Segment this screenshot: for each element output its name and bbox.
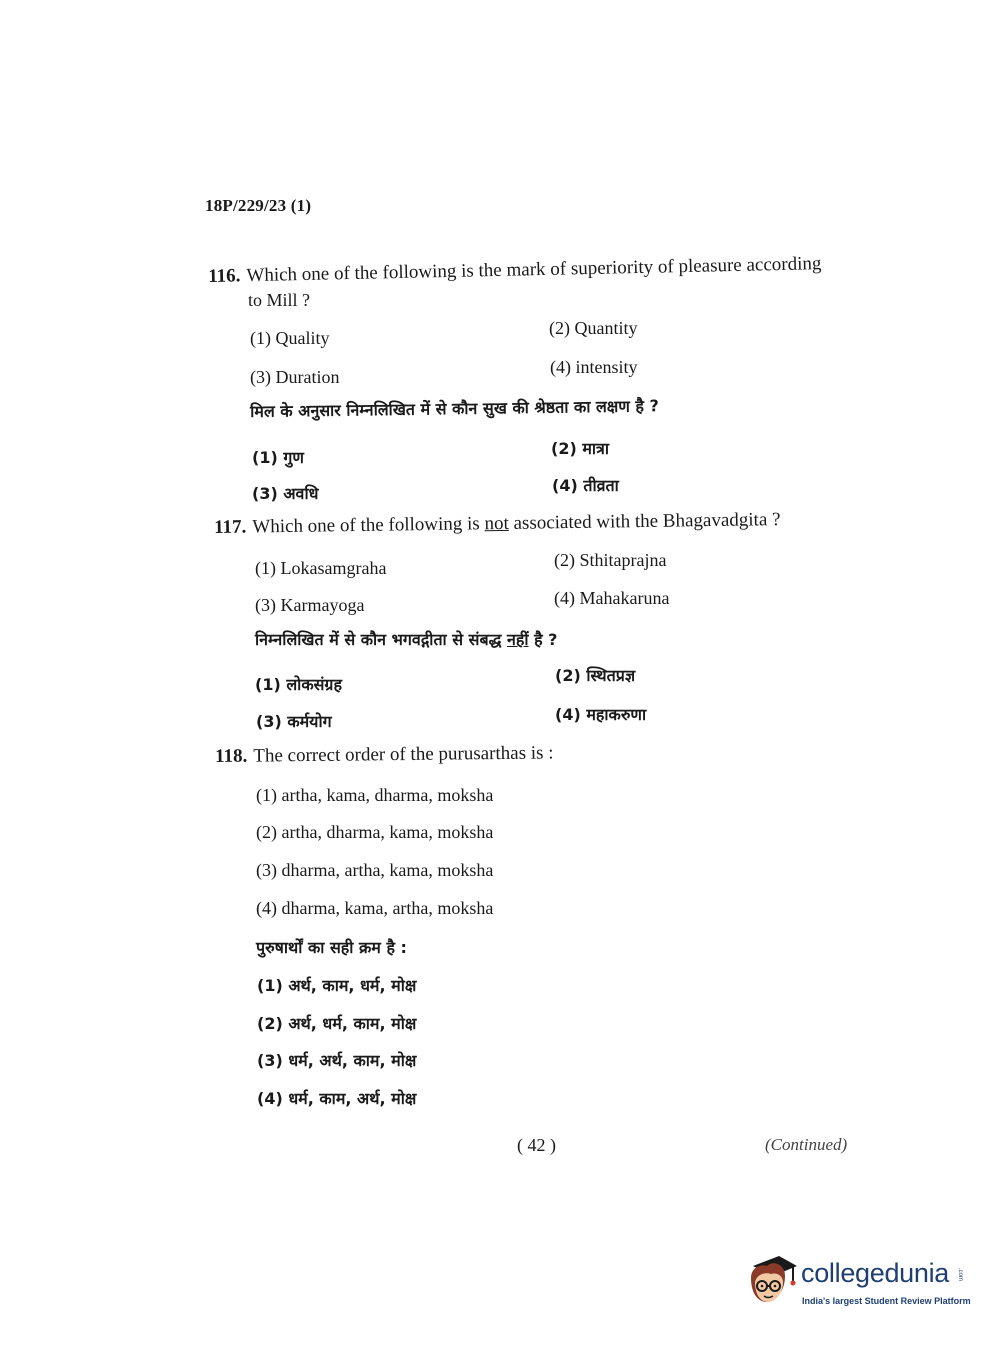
- page-number: ( 42 ): [517, 1135, 556, 1155]
- option-1-hindi: (1) लोकसंग्रह: [255, 675, 342, 694]
- student-mascot-icon: [745, 1252, 801, 1316]
- option-3: (3) dharma, artha, kama, moksha: [256, 860, 494, 880]
- question-text-emphasis: not: [484, 512, 509, 535]
- option-2: (2) artha, dharma, kama, moksha: [256, 822, 494, 842]
- logo-domain-suffix: .com: [957, 1268, 963, 1282]
- question-text-hindi-before: निम्नलिखित में से कौन भगवद्गीता से संबद्ध: [255, 630, 507, 649]
- option-4-hindi: (4) धर्म, काम, अर्थ, मोक्ष: [257, 1089, 417, 1108]
- question-text-hindi: मिल के अनुसार निम्नलिखित में से कौन सुख की श्रेष्ठता का लक्षण है ?: [250, 396, 659, 421]
- logo-wordmark: collegedunia: [801, 1258, 950, 1288]
- paper-code: 18P/229/23 (1): [205, 196, 312, 215]
- option-1-hindi: (1) अर्थ, काम, धर्म, मोक्ष: [257, 976, 417, 995]
- option-1-hindi: (1) गुण: [252, 448, 304, 467]
- option-4: (4) intensity: [550, 357, 638, 377]
- question-text: The correct order of the purusarthas is :: [253, 742, 554, 767]
- option-2: (2) Sthitaprajna: [554, 550, 667, 570]
- question-text-after: associated with the Bhagavadgita ?: [508, 509, 781, 534]
- logo-tagline: India's largest Student Review Platform: [802, 1296, 971, 1306]
- option-1: (1) artha, kama, dharma, moksha: [256, 785, 494, 805]
- question-text: Which one of the following is the mark of superiority of pleasure according: [246, 253, 822, 287]
- option-4: (4) Mahakaruna: [554, 588, 670, 608]
- question-number: 118.: [215, 745, 248, 767]
- question-number: 116.: [208, 265, 241, 287]
- option-2-hindi: (2) मात्रा: [551, 439, 610, 458]
- option-3: (3) Duration: [250, 367, 340, 387]
- option-4-hindi: (4) महाकरुणा: [555, 705, 647, 724]
- option-2-hindi: (2) अर्थ, धर्म, काम, मोक्ष: [257, 1014, 417, 1033]
- question-text-before: Which one of the following is: [252, 513, 485, 538]
- option-4-hindi: (4) तीव्रता: [552, 476, 619, 495]
- continued-label: (Continued): [765, 1135, 848, 1154]
- option-1: (1) Quality: [250, 328, 330, 348]
- question-text-hindi: पुरुषार्थों का सही क्रम है :: [256, 938, 407, 957]
- collegedunia-logo: [745, 1252, 970, 1316]
- option-1: (1) Lokasamgraha: [255, 558, 387, 578]
- option-3: (3) Karmayoga: [255, 595, 365, 615]
- option-3-hindi: (3) कर्मयोग: [256, 712, 332, 731]
- option-2: (2) Quantity: [549, 318, 638, 338]
- option-4: (4) dharma, kama, artha, moksha: [256, 898, 494, 918]
- option-3-hindi: (3) धर्म, अर्थ, काम, मोक्ष: [257, 1051, 417, 1070]
- question-text-continued: to Mill ?: [248, 290, 310, 310]
- option-2-hindi: (2) स्थितप्रज्ञ: [555, 666, 636, 685]
- option-3-hindi: (3) अवधि: [252, 484, 319, 503]
- question-number: 117.: [214, 516, 247, 538]
- question-text-hindi-emphasis: नहीं: [506, 630, 529, 649]
- question-text-hindi-after: है ?: [528, 630, 558, 649]
